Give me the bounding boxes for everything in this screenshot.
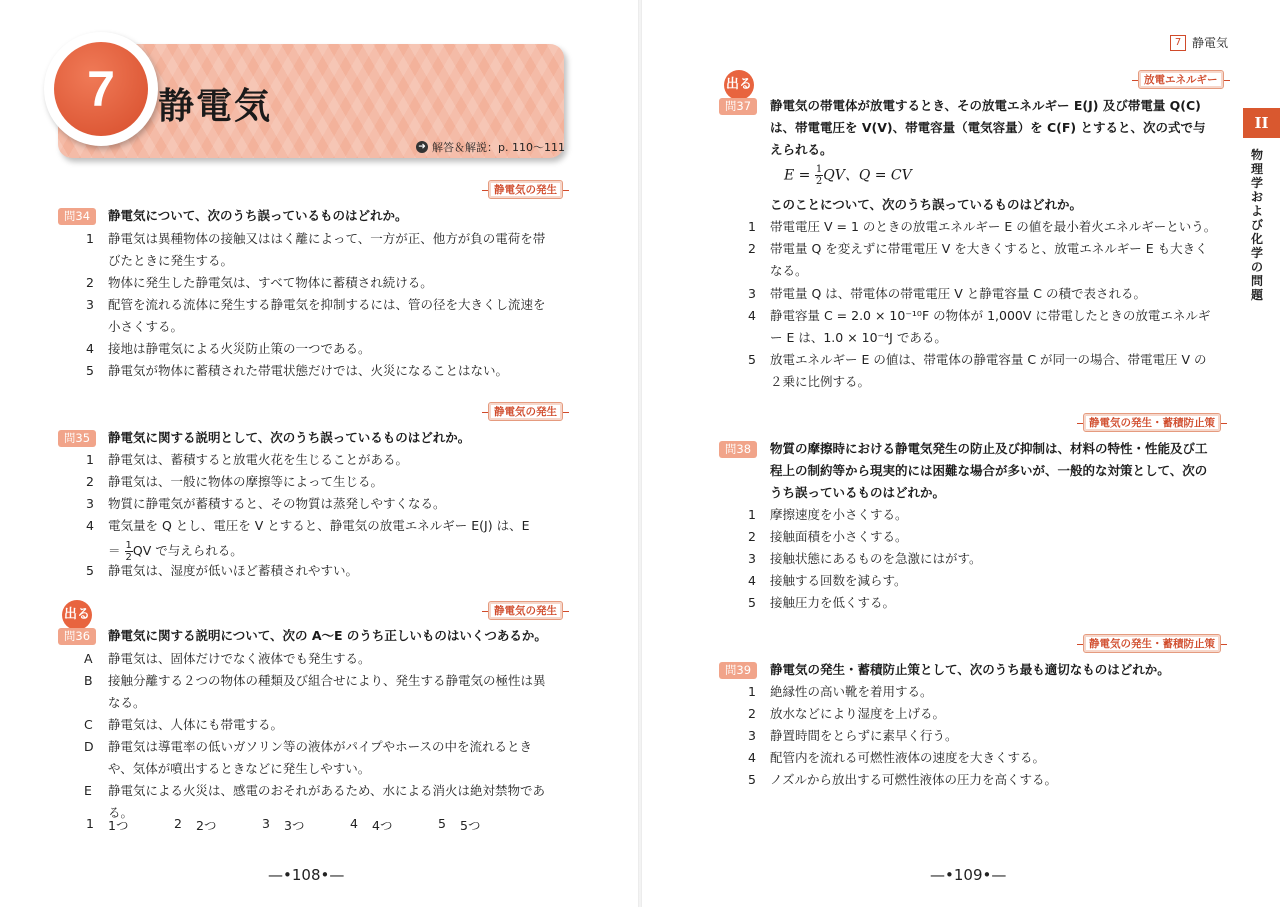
answer-reference-text: 解答＆解説：p. 110～111	[432, 141, 565, 154]
chapter-title: 静電気	[158, 86, 273, 127]
question-text-line: えられる。	[770, 142, 833, 157]
chapter-number-badge	[44, 32, 158, 146]
answer-choices: 1 1つ 2 2つ 3 3つ 4 4つ 5 5つ	[86, 816, 481, 833]
option-item: 2 放水などにより湿度を上げる。	[748, 706, 946, 721]
option-item: 3 静置時間をとらずに素早く行う。	[748, 728, 958, 743]
frequent-badge: 出る	[62, 600, 92, 630]
section-tab: II	[1243, 108, 1280, 138]
option-item: 4 配管内を流れる可燃性液体の速度を大きくする。	[748, 750, 1046, 765]
option-item: C 静電気は、人体にも帯電する。	[84, 717, 284, 732]
question-number: 問36	[58, 628, 96, 645]
option-item: 3 接触状態にあるものを急激にはがす。	[748, 551, 982, 566]
question-text-line: 静電気の帯電体が放電するとき、その放電エネルギー E(J) 及び帯電量 Q(C)	[770, 98, 1201, 113]
option-item: D 静電気は導電率の低いガソリン等の液体がパイプやホースの中を流れるとき や、気体が噴出するときなどに発生しやすい。	[84, 739, 533, 776]
option-item: 1 静電気は異種物体の接触又ははく離によって、一方が正、他方が負の電荷を帯 びたときに発生する。	[86, 231, 546, 268]
topic-tag: 静電気の発生	[488, 601, 563, 620]
question-text-line: 物質の摩擦時における静電気発生の防止及び抑制は、材料の特性・性能及び工	[770, 441, 1208, 456]
frequent-badge: 出る	[724, 70, 754, 100]
option-item: 2 物体に発生した静電気は、すべて物体に蓄積され続ける。	[86, 275, 433, 290]
section-title: 物理学および化学の問題	[1251, 148, 1264, 302]
option-item: 1 絶縁性の高い靴を着用する。	[748, 684, 933, 699]
question-number: 問38	[719, 441, 757, 458]
topic-tag: 静電気の発生	[488, 402, 563, 421]
question-text-line: うち誤っているものはどれか。	[770, 485, 946, 500]
question-number: 問35	[58, 430, 96, 447]
option-item: 2 静電気は、一般に物体の摩擦等によって生じる。	[86, 474, 384, 489]
question-text: 静電気の発生・蓄積防止策として、次のうち最も適切なものはどれか。	[770, 662, 1170, 677]
option-item: 4 接地は静電気による火災防止策の一つである。	[86, 341, 371, 356]
option-item: 5 静電気が物体に蓄積された帯電状態だけでは、火災になることはない。	[86, 363, 509, 378]
question-text: 静電気に関する説明として、次のうち誤っているものはどれか。	[108, 430, 471, 445]
running-header	[1170, 34, 1228, 51]
fraction: $\frac{1}{2}$	[125, 540, 132, 563]
formula: E = $\frac{1}{2}QV$、Q = CV	[784, 164, 912, 187]
option-item: 1 摩擦速度を小さくする。	[748, 507, 908, 522]
chapter-box: 7	[1170, 35, 1186, 51]
option-item: E 静電気による火災は、感電のおそれがあるため、水による消火は絶対禁物である。	[84, 783, 546, 820]
option-item: 1 静電気は、蓄積すると放電火花を生じることがある。	[86, 452, 409, 467]
topic-tag: 放電エネルギー	[1138, 70, 1224, 89]
option-item: 1 帯電電圧 V = 1 のときの放電エネルギー E の値を最小着火エネルギーという。	[748, 219, 1217, 234]
chapter-number: 7	[54, 42, 148, 136]
formula-line: ＝ $\frac{1}{2}QV$ で与えられる。	[108, 540, 243, 563]
question-number: 問34	[58, 208, 96, 225]
option-item: 3 配管を流れる流体に発生する静電気を抑制するには、管の径を大きくし流速を 小さくする。	[86, 297, 546, 334]
option-item: A 静電気は、固体だけでなく液体でも発生する。	[84, 651, 371, 666]
question-text-line: 程上の制約等から現実的には困難な場合が多いが、一般的な対策として、次の	[770, 463, 1208, 478]
question-number: 問39	[719, 662, 757, 679]
option-item: 2 接触面積を小さくする。	[748, 529, 908, 544]
option-item: 4 静電容量 C = 2.0 × 10⁻¹⁰F の物体が 1,000V に帯電したときの放電エネルギ ー E は、1.0 × 10⁻⁴J である。	[748, 308, 1211, 345]
question-text: 静電気に関する説明について、次の A～E のうち正しいものはいくつあるか。	[108, 628, 547, 643]
fraction: $\frac{1}{2}$	[815, 164, 823, 187]
option-item: B 接触分離する２つの物体の種類及び組合せにより、発生する静電気の極性は異 なる。	[84, 673, 546, 710]
page-number: —•108•—	[268, 866, 345, 884]
option-item: 4 接触する回数を減らす。	[748, 573, 907, 588]
option-item: 5 接触圧力を低くする。	[748, 595, 896, 610]
option-item: 3 物質に静電気が蓄積すると、その物質は蒸発しやすくなる。	[86, 496, 446, 511]
page-number: —•109•—	[930, 866, 1007, 884]
answer-reference	[416, 139, 565, 155]
topic-tag: 静電気の発生	[488, 180, 563, 199]
option-item: 3 帯電量 Q は、帯電体の帯電電圧 V と静電容量 C の積で表される。	[748, 286, 1146, 301]
question-text: 静電気について、次のうち誤っているものはどれか。	[108, 208, 408, 223]
option-item: 4 電気量を Q とし、電圧を V とすると、静電気の放電エネルギー E(J) は、E ＝ $\frac{1}{2}QV$ で与えられる。	[86, 518, 530, 563]
arrow-icon: ➜	[416, 141, 428, 153]
running-header-title: 静電気	[1192, 36, 1229, 50]
question-text-line: は、帯電電圧を V(V)、帯電容量（電気容量）を C(F) とすると、次の式で与	[770, 120, 1206, 135]
option-item: 5 静電気は、湿度が低いほど蓄積されやすい。	[86, 563, 359, 578]
topic-tag: 静電気の発生・蓄積防止策	[1083, 634, 1221, 653]
option-item: 5 ノズルから放出する可燃性液体の圧力を高くする。	[748, 772, 1058, 787]
topic-tag: 静電気の発生・蓄積防止策	[1083, 413, 1221, 432]
option-item: 2 帯電量 Q を変えずに帯電電圧 V を大きくすると、放電エネルギー E も大きく なる。	[748, 241, 1208, 278]
option-item: 5 放電エネルギー E の値は、帯電体の静電容量 C が同一の場合、帯電電圧 V の ２乗に比例する。	[748, 352, 1207, 389]
question-number: 問37	[719, 98, 757, 115]
question-text-line: このことについて、次のうち誤っているものはどれか。	[770, 197, 1083, 212]
